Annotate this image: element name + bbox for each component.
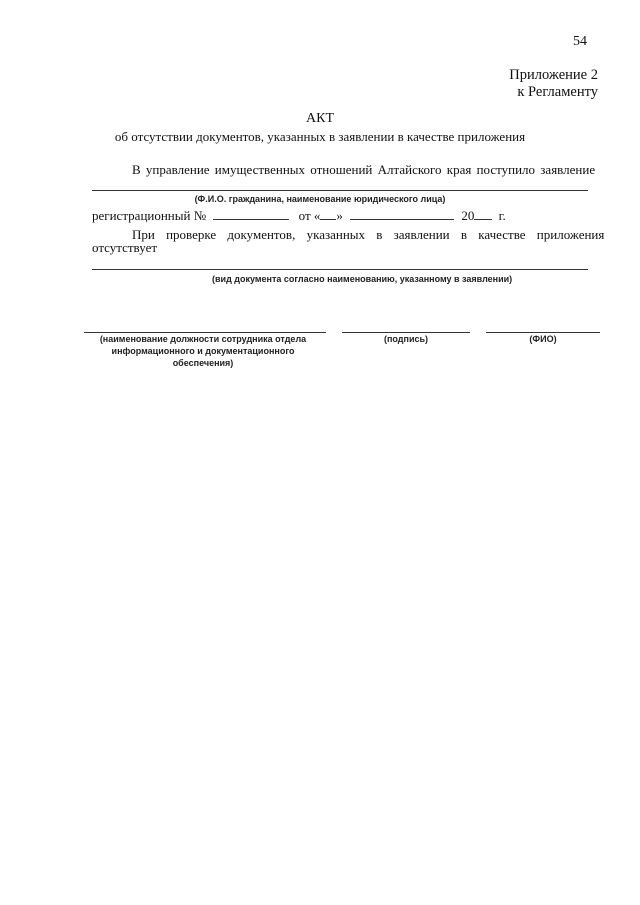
appendix-heading <box>509 67 598 101</box>
document-type-line <box>92 269 588 270</box>
page-number: 54 <box>573 34 587 49</box>
act-title: АКТ <box>306 111 334 126</box>
registration-line <box>92 208 506 224</box>
applicant-name-line <box>92 190 588 191</box>
act-subtitle: об отсутствии документов, указанных в заявлении в качестве приложения <box>114 129 526 144</box>
paragraph-missing-word: отсутствует <box>92 240 158 255</box>
registration-year-prefix: 20 <box>461 208 475 223</box>
paragraph-received-application: В управление имущественных отношений Алтайского края поступило заявление <box>132 162 596 177</box>
registration-day-close-quote: » <box>336 208 343 223</box>
registration-date-from-label: от « <box>298 208 321 223</box>
registration-month-blank <box>350 208 454 220</box>
appendix-line-2: к Регламенту <box>517 84 598 100</box>
registration-day-blank <box>320 208 336 220</box>
caption-signature: (подпись) <box>383 334 429 344</box>
caption-applicant-name: (Ф.И.О. гражданина, наименование юридического лица) <box>194 194 446 204</box>
caption-position: (наименование должности сотрудника отдела информационного и документационного обеспечения) <box>99 334 307 368</box>
registration-year-blank <box>474 208 492 220</box>
caption-fio: (ФИО) <box>529 334 557 344</box>
paragraph-check-documents: При проверке документов, указанных в заявлении в качестве приложения <box>132 227 605 242</box>
caption-document-type: (вид документа согласно наименованию, указанному в заявлении) <box>212 274 513 284</box>
registration-number-blank <box>213 208 289 220</box>
registration-number-label: регистрационный № <box>92 208 207 223</box>
registration-year-suffix: г. <box>498 208 506 223</box>
appendix-line-1: Приложение 2 <box>509 67 598 83</box>
